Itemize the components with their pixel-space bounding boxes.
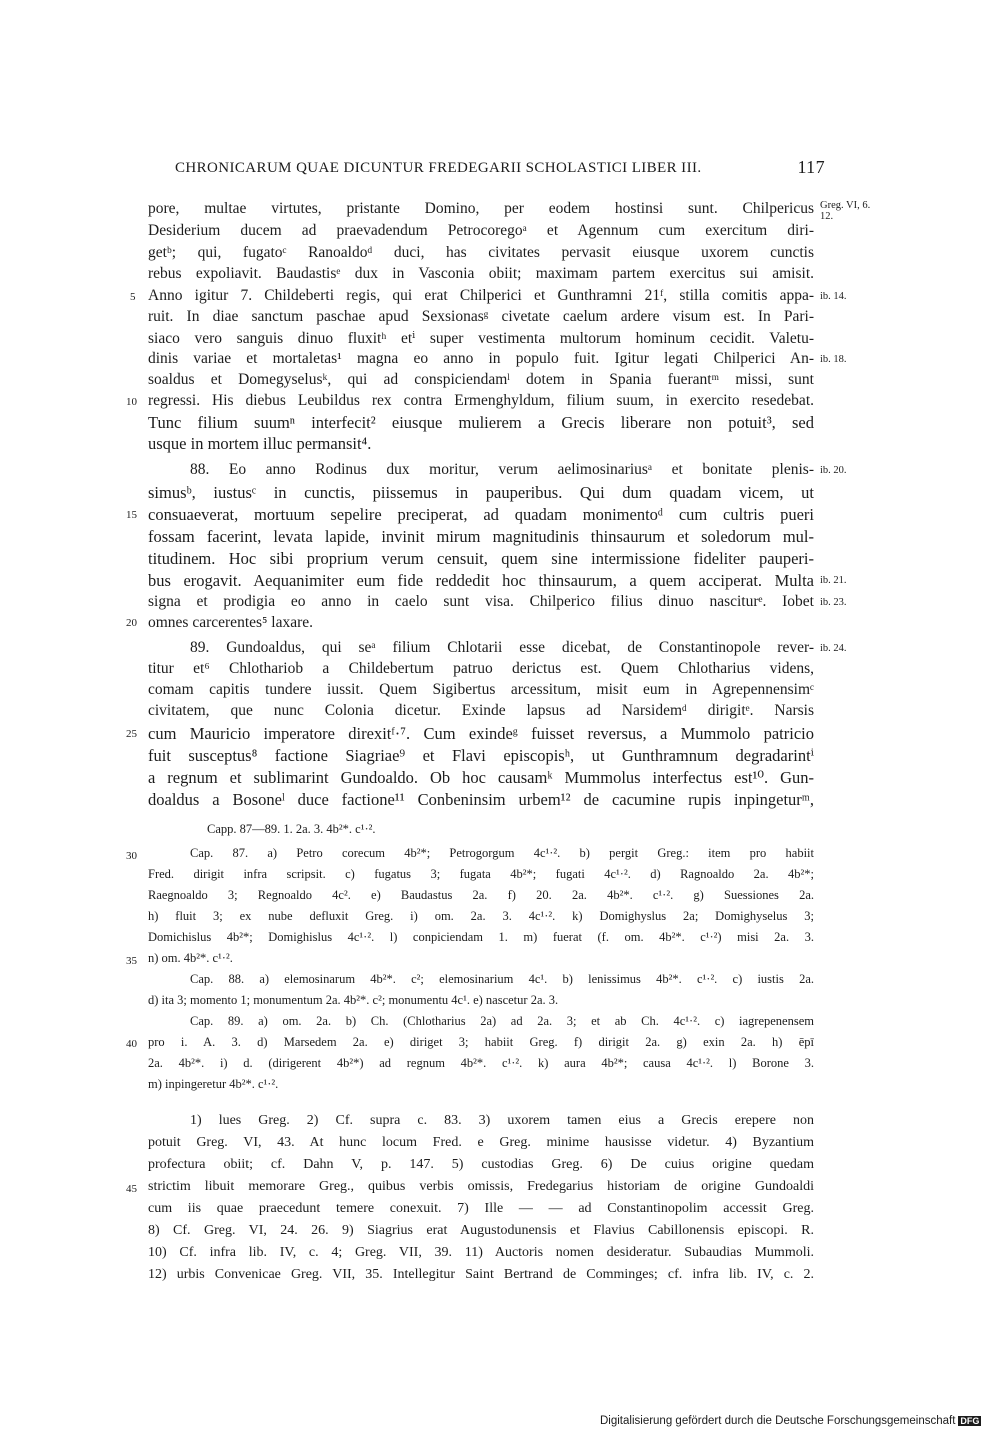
apparatus-line: Fred. dirigit infra scripsit. c) fugatus 3; fugata 4b²*; fugati 4c¹·². d) Ragnoaldo 2a. 4b²*; <box>148 867 814 881</box>
footnote-line: potuit Greg. VI, 43. At hunc locum Fred. e Greg. minime hausisse videtur. 4) Byzantium <box>148 1135 814 1150</box>
footnote-line: 10) Cf. infra lib. IV, c. 4; Greg. VII, 39. 11) Auctoris nomen desideratur. Subaudias Mummoli. <box>148 1245 814 1260</box>
text-line: rebus expoliavit. Baudastisᵉ dux in Vasconia obiit; maximam partem exercitus sui amisit. <box>148 265 814 282</box>
line-number: 25 <box>126 728 137 740</box>
margin-note: ib. 24. <box>820 643 847 654</box>
apparatus-line: Cap. 88. a) elemosinarum 4b²*. c²; elemosinarium 4c¹. b) lenissimus 4b²*. c¹·². c) iustis 2a. <box>190 972 814 986</box>
margin-note: ib. 21. <box>820 575 847 586</box>
margin-note: Greg. VI, 6. 12. <box>820 200 871 222</box>
footnote-line: strictim libuit memorare Greg., quibus verbis omissis, Fredegarius historiam de origine Gundoaldi <box>148 1179 814 1194</box>
text-line: a regnum et sublimarint Gundoaldo. Ob hoc causamᵏ Mummolus interfectus est¹⁰. Gun- <box>148 768 814 787</box>
text-line: ruit. In diae sanctum paschae apud Sexsionasᵍ civetate caelum ardere visum est. In Pari- <box>148 308 814 325</box>
margin-note: ib. 14. <box>820 291 847 302</box>
text-line: civitatem, que nunc Colonia dicetur. Exinde lapsus ad Narsidemᵈ dirigitᵉ. Narsis <box>148 702 814 719</box>
margin-note: ib. 23. <box>820 597 847 608</box>
chapter-88-start: 88. Eo anno Rodinus dux moritur, verum aelimosinariusᵃ et bonitate plenis- <box>190 461 814 478</box>
text-line: Desiderium ducem ad praevadendum Petrocoregoᵃ et Agennum cum exercitum diri- <box>148 222 814 239</box>
text-line: comam capitis tundere iussit. Quem Sigibertus arcessitum, misit eum in Agrepennensimᶜ <box>148 681 814 698</box>
text-line: siaco vero sanguis dinuo fluxitʰ etⁱ super vestimenta multorum hominum cecidit. Valetu- <box>148 330 814 347</box>
running-header <box>175 157 825 177</box>
apparatus-line: 2a. 4b²*. i) d. (dirigerent 4b²*) ad regnum 4b²*. c¹·². k) aura 4b²*; causa 4c¹·². l) Borone 3. <box>148 1056 814 1070</box>
text-line: pore, multae virtutes, pristante Domino, per eodem hostinsi sunt. Chilpericus <box>148 200 814 217</box>
text-line: consuaeverat, mortuum sepelire preciperat, ad quadam monimentoᵈ cum cultris pueri <box>148 505 814 524</box>
line-number: 45 <box>126 1183 137 1195</box>
apparatus-line: d) ita 3; momento 1; monumentum 2a. 4b²*. c²; monumentu 4c¹. e) nascetur 2a. 3. <box>148 993 559 1007</box>
chapter-89-start: 89. Gundoaldus, qui seᵃ filium Chlotarii esse dicebat, de Constantinopole rever- <box>190 639 814 656</box>
line-number: 30 <box>126 850 137 862</box>
apparatus-line: Capp. 87—89. 1. 2a. 3. 4b²*. c¹·². <box>207 822 376 836</box>
apparatus-line: h) fluit 3; ex nube defluxit Greg. i) om. 2a. 3. 4c¹·². k) Domighyslus 2a; Domighyselus 3; <box>148 909 814 923</box>
running-title: CHRONICARUM QUAE DICUNTUR FREDEGARII SCHOLASTICI LIBER III. <box>175 160 702 176</box>
text-line: dinis variae et mortaletas¹ magna eo anno in populo fuit. Igitur legati Chilperici An- <box>148 350 814 367</box>
text-line: Tunc filium suumⁿ interfecit² eiusque mulierem a Grecis liberare non potuit³, sed <box>148 413 814 432</box>
footnote-line: 8) Cf. Greg. VI, 24. 26. 9) Siagrius erat Augustodunensis et Flavius Cabillonensis episcopi. R. <box>148 1223 814 1238</box>
text-line: usque in mortem illuc permansit⁴. <box>148 434 372 453</box>
footnote-line: 12) urbis Convenicae Greg. VII, 35. Intellegitur Saint Bertrand de Comminges; cf. infra lib. IV, c. 2. <box>148 1267 814 1282</box>
text-line: titudinem. Hoc sibi proprium verum censuit, quem sine intermissione fideliter pauperi- <box>148 549 814 568</box>
digitization-credit <box>600 1415 981 1427</box>
text-line: bus erogavit. Aequanimiter eum fide reddedit hoc thinsaurum, a quem acciperat. Multa <box>148 571 814 590</box>
footnote-line: cum iis quae praecedunt temere conexuit. 7) Ille — — ad Constantinopolim accessit Greg. <box>148 1201 814 1216</box>
text-line: cum Mauricio imperatore direxitᶠ·⁷. Cum exindeᵍ fuisset reversus, a Mummolo patricio <box>148 724 814 743</box>
footnote-line: profectura obiit; cf. Dahn V, p. 147. 5) custodias Greg. 6) De cuius origine quedam <box>148 1157 814 1172</box>
text-line: titur et⁶ Chlothariob a Childebertum patruo derictus est. Quem Chlotharius videns, <box>148 660 814 677</box>
apparatus-line: Cap. 89. a) om. 2a. b) Ch. (Chlotharius 2a) ad 2a. 3; et ab Ch. 4c¹·². c) iagrepenensem <box>190 1014 814 1028</box>
dfg-logo: DFG <box>960 1416 980 1426</box>
apparatus-line: Domichislus 4b²*; Domighislus 4c¹·². l) conpiciendam 1. m) fuerat (f. om. 4b²*. c¹·²) misi 2a. 3. <box>148 930 814 944</box>
footnote-line: 1) lues Greg. 2) Cf. supra c. 83. 3) uxorem tamen eius a Grecis erepere non <box>190 1113 814 1128</box>
apparatus-line: Raegnoaldo 3; Regnoaldo 4c². e) Baudastus 2a. f) 20. 2a. 4b²*. c¹·². g) Suessiones 2a. <box>148 888 814 902</box>
text-line: getᵇ; qui, fugatoᶜ Ranoaldoᵈ duci, has civitates pervasit eiusque uxorem cunctis <box>148 244 814 261</box>
line-number: 20 <box>126 617 137 629</box>
margin-note: ib. 20. <box>820 465 847 476</box>
text-line: soaldus et Domegyselusᵏ, qui ad conspiciendamˡ dotem in Spania fuerantᵐ missi, sunt <box>148 371 814 388</box>
text-line: signa et prodigia eo anno in caelo sunt visa. Chilperico filius dinuo nasciturᵉ. Iobet <box>148 593 814 610</box>
margin-note: ib. 18. <box>820 354 847 365</box>
text-line: doaldus a Bosoneˡ duce factione¹¹ Conbeninsim urbem¹² de cacumine rupis inpingeturᵐ, <box>148 790 814 809</box>
text-line: fossam facerint, levata lapide, invinit mirum magnitudinis thinsaurum et soledorum mul- <box>148 527 814 546</box>
line-number: 5 <box>130 291 136 303</box>
text-line: omnes carcerentes⁵ laxare. <box>148 614 314 631</box>
text-line: Anno igitur 7. Childeberti regis, qui erat Chilperici et Gunthramni 21ᶠ, stilla comitis appa- <box>148 287 814 304</box>
apparatus-line: n) om. 4b²*. c¹·². <box>148 951 233 965</box>
text-line: fuit susceptus⁸ factione Siagriae⁹ et Flavi episcopisʰ, ut Gunthramnum degradarintⁱ <box>148 746 814 765</box>
text-line: regressi. His diebus Leubildus rex contra Ermenghyldum, filium suum, in exercito resedebat. <box>148 392 814 409</box>
apparatus-line: m) inpingeretur 4b²*. c¹·². <box>148 1077 279 1091</box>
line-number: 10 <box>126 396 137 408</box>
apparatus-line: pro i. A. 3. d) Marsedem 2a. e) diriget 3; habiit Greg. f) dirigit 2a. g) exin 2a. h) ēpī <box>148 1035 814 1049</box>
line-number: 40 <box>126 1038 137 1050</box>
credit-text: Digitalisierung gefördert durch die Deutsche Forschungsgemeinschaft <box>600 1415 956 1427</box>
apparatus-line: Cap. 87. a) Petro corecum 4b²*; Petrogorgum 4c¹·². b) pergit Greg.: item pro habiit <box>190 846 814 860</box>
text-line: simusᵇ, iustusᶜ in cunctis, piissemus in pauperibus. Qui dum quadam vicem, ut <box>148 483 814 502</box>
line-number: 15 <box>126 509 137 521</box>
page-number: 117 <box>797 157 825 177</box>
line-number: 35 <box>126 955 137 967</box>
